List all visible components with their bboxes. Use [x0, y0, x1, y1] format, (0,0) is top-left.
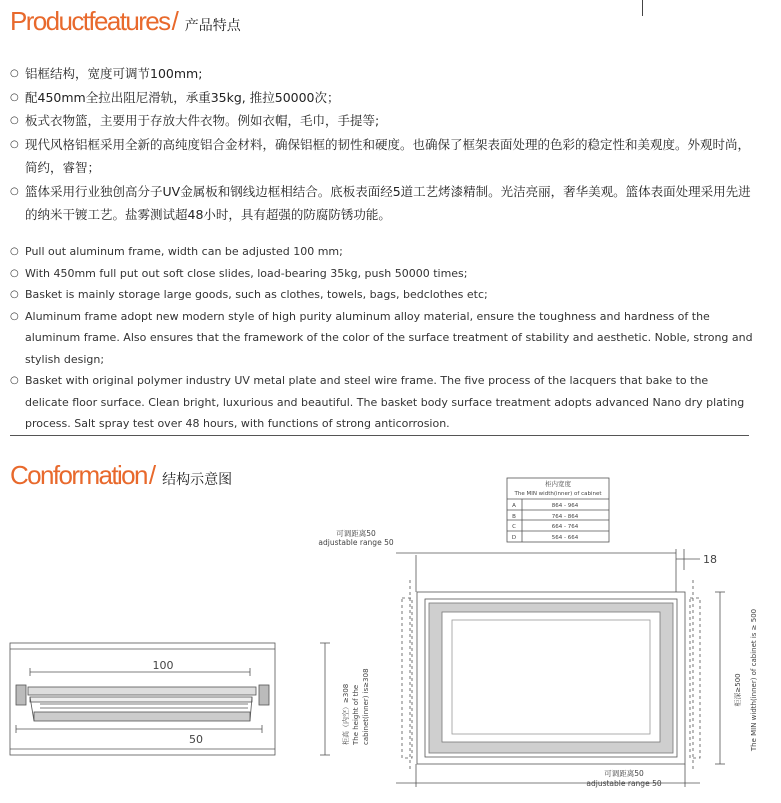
front-view-basket [442, 612, 660, 742]
side-view-basket-bottom [34, 712, 250, 721]
height-label-zh: 柜高（内空）≥308 [342, 683, 350, 745]
depth-label-zh: 柜深≥500 [734, 673, 742, 707]
dim-bottom-label-en: adjustable range 50 [586, 779, 662, 788]
feature-item-zh: ○ 篮体采用行业独创高分子UV金属板和钢线边框相结合。底板表面经5道工艺烤漆精制。光洁亮丽，奢华美观。篮体表面处理采用先进的纳米干镀工艺。盐雾测试超48小时，具有超强的防腐防锈功能。 [10, 180, 755, 227]
width-table-code: B [512, 514, 516, 520]
height-label-en-line2: cabinet(inner) is≥308 [362, 668, 370, 745]
side-view-slide-rail [28, 687, 256, 695]
feature-item-en: ○ With 450mm full put out soft close slides, load-bearing 35kg, push 50000 times; [10, 263, 755, 285]
bullet-icon: ○ [10, 310, 19, 322]
features-title-zh: 产品特点 [184, 18, 241, 34]
dim-18-label: 18 [703, 553, 717, 566]
conformation-title-en: Conformation [10, 460, 147, 490]
features-title-en: Productfeatures [10, 6, 170, 36]
width-table-range: 564 - 664 [551, 535, 579, 541]
feature-item-en: ○ Basket with original polymer industry UV metal plate and steel wire frame. The five process of the lacquers that bake to the delicate floor surface. Clean bright, luxurious and beautiful. The basket body surface treatment adopts advanced Nano dry plating process. Salt spray test over 48 hours, with functions of strong anticorrosion. [10, 370, 755, 435]
bullet-icon: ○ [10, 185, 19, 197]
bullet-icon: ○ [10, 68, 19, 79]
feature-item-zh: ○ 配450mm全拉出阻尼滑轨，承重35kg, 推拉50000次； [10, 86, 755, 110]
bullet-icon: ○ [10, 375, 19, 386]
side-view-basket-top [30, 697, 252, 702]
width-table-code: D [511, 535, 517, 541]
conformation-title-separator: / [148, 460, 157, 490]
feature-item-en: ○ Basket is mainly storage large goods, such as clothes, towels, bags, bedclothes etc; [10, 284, 755, 306]
bullet-icon: ○ [10, 91, 19, 103]
dim-50-label: 50 [189, 733, 203, 746]
side-view-left-bracket [16, 685, 26, 705]
feature-item-en: ○ Aluminum frame adopt new modern style of high purity aluminum alloy material, ensure the toughness and hardness of the aluminum frame. Also ensures that the framework of the color of the surface treatment of stability and aesthetic. Noble, strong and stylish design; [10, 306, 755, 371]
front-view [396, 549, 725, 787]
height-label-en-line1: The height of the [352, 684, 360, 745]
front-view-right-adjust-zone [690, 598, 700, 758]
side-view-right-bracket [259, 685, 269, 705]
width-table-code: C [512, 524, 516, 530]
dim-bottom-label-zh: 可调距离50 [604, 769, 644, 778]
feature-item-zh: ○ 铝框结构，宽度可调节100mm; [10, 62, 755, 86]
width-table-range: 764 - 864 [551, 514, 579, 520]
width-table-range: 864 - 964 [551, 503, 579, 509]
width-table-title-zh: 柜内宽度 [545, 480, 571, 488]
width-table-title-en: The MIN width(inner) of cabinet [514, 491, 602, 497]
width-table-range: 664 - 764 [551, 524, 579, 530]
feature-item-zh: ○ 现代风格铝框采用全新的高纯度铝合金材料，确保铝框的韧性和硬度。也确保了框架表面处理的色彩的稳定性和美观度。外观时尚，简约，睿智； [10, 133, 755, 180]
bullet-icon: ○ [10, 138, 19, 150]
dim-top-label-en: adjustable range 50 [318, 538, 394, 547]
dim-top-label-zh: 可调距离50 [336, 529, 376, 538]
bullet-icon: ○ [10, 289, 19, 300]
bullet-icon: ○ [10, 267, 19, 279]
feature-item-en: ○ Pull out aluminum frame, width can be adjusted 100 mm; [10, 241, 755, 263]
dim-100-label: 100 [152, 659, 174, 672]
features-title-separator: / [171, 6, 179, 36]
front-view-left-adjust-zone [402, 598, 412, 758]
bullet-icon: ○ [10, 115, 19, 126]
bullet-icon: ○ [10, 246, 19, 257]
conformation-title-zh: 结构示意图 [162, 472, 233, 488]
feature-item-zh: ○ 板式衣物篮，主要用于存放大件衣物。例如衣帽，毛巾，手提等; [10, 109, 755, 133]
width-table-code: A [512, 503, 516, 509]
depth-label-en: The MIN width(inner) of cabinet is ≥ 500 [750, 608, 758, 752]
